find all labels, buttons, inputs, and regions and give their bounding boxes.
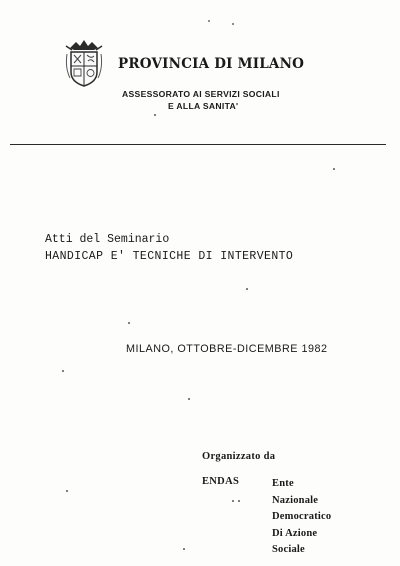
scan-speck — [183, 548, 185, 550]
organizer-name-line: Di Azione — [272, 527, 318, 539]
scan-speck — [62, 370, 64, 372]
scan-speck — [232, 500, 234, 502]
place-and-date: MILANO, OTTOBRE-DICEMBRE 1982 — [126, 343, 328, 355]
seminar-title: HANDICAP E' TECNICHE DI INTERVENTO — [45, 250, 294, 263]
scan-speck — [66, 490, 68, 492]
department-line-1: ASSESSORATO AI SERVIZI SOCIALI — [122, 89, 280, 99]
seminar-intro: Atti del Seminario — [45, 233, 170, 246]
organizer-name-line: Sociale — [272, 544, 305, 555]
scan-speck — [154, 114, 156, 116]
scan-speck — [246, 288, 248, 290]
scan-speck — [238, 500, 240, 502]
organized-by-label: Organizzato da — [202, 451, 276, 462]
scan-speck — [232, 23, 234, 25]
institution-name: PROVINCIA DI MILANO — [118, 56, 305, 72]
coat-of-arms-icon — [62, 38, 106, 88]
organizer-name-line: Ente — [272, 478, 294, 489]
organizer-name-line: Democratico — [272, 511, 332, 522]
department-line-2: E ALLA SANITA' — [168, 101, 239, 111]
scan-speck — [333, 168, 335, 170]
scan-speck — [208, 20, 210, 22]
scan-speck — [188, 398, 190, 400]
organizer-full-name — [272, 476, 331, 559]
scan-speck — [128, 322, 130, 324]
organizer-name-line: Nazionale — [272, 494, 319, 506]
header-divider — [10, 144, 386, 145]
organizer-abbreviation: ENDAS — [202, 476, 240, 487]
